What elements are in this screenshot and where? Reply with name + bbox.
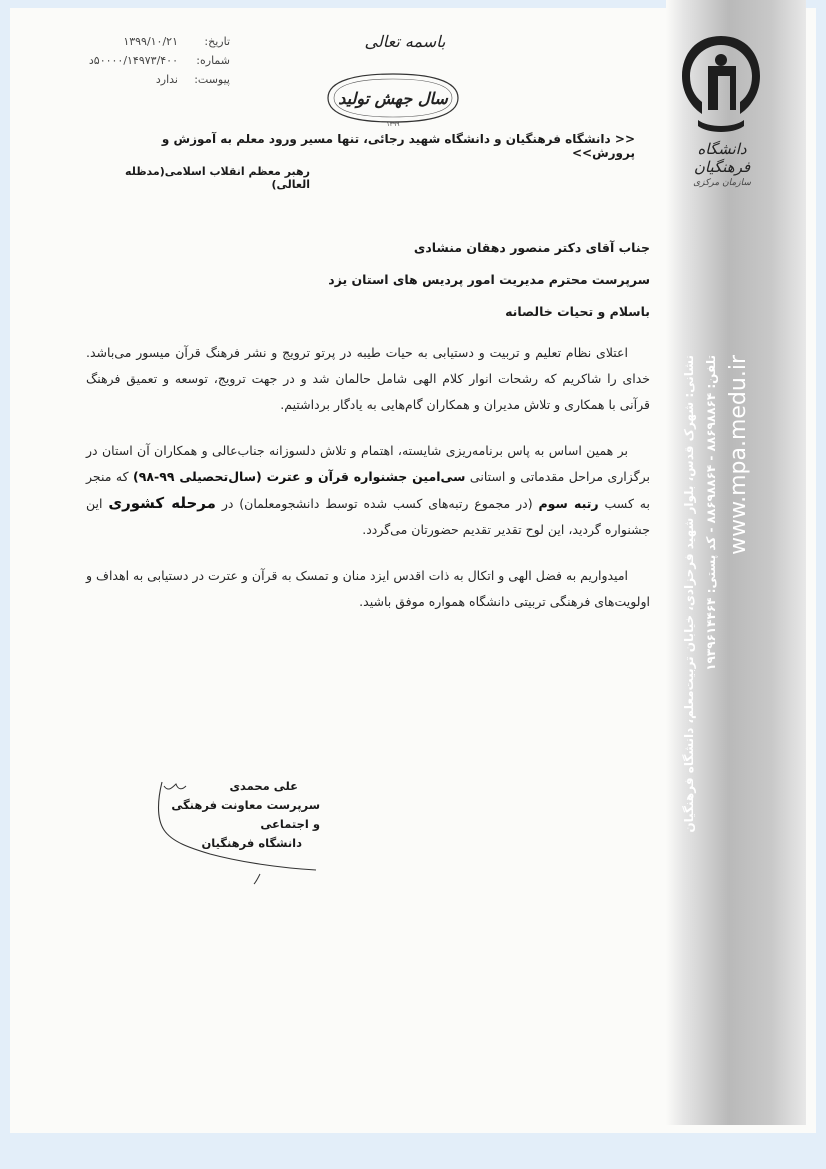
university-logo-icon — [678, 32, 764, 142]
meta-date-row — [30, 32, 230, 51]
letter-meta — [30, 32, 230, 89]
national-stage-text: مرحله کشوری — [108, 494, 216, 512]
p2-part-a: بر همین اساس به پاس برنامه‌ریزی شایسته، اهتمام و تلاش دلسوزانه جناب‌عالی و همکاران آن استان در برگزاری مراحل مقدماتی و استانی — [86, 443, 650, 484]
greeting: باسلام و تحیات خالصانه — [505, 304, 650, 319]
signer-name: علی محمدی — [229, 779, 298, 793]
p2-part-c: که منجر به کسب — [86, 469, 650, 511]
attachment-label: پیوست: — [194, 73, 230, 86]
recipient-block — [150, 232, 650, 328]
signer-title: سرپرست معاونت فرهنگی و اجتماعی — [171, 798, 320, 831]
p2-part-g: این جشنواره گردید، این لوح تقدیر تقدیم حضورتان می‌گردد. — [86, 496, 650, 537]
recipient-title: سرپرست محترم مدیریت امور پردیس های استان یزد — [328, 272, 650, 287]
body-paragraph-3: امیدواریم به فضل الهی و اتکال به ذات اقدس ایزد منان و تمسک به قرآن و عترت در دستیابی به اهداف و اولویت‌های فرهنگی تربیتی دانشگاه همواره موفق باشید. — [85, 568, 650, 609]
festival-name: سی‌امین جشنواره قرآن و عترت (سال‌تحصیلی ۹۹-۹۸) — [133, 469, 466, 484]
number-value: ۵۰۰۰۰/۱۴۹۷۳/۴۰۰د — [88, 54, 178, 67]
slogan-badge-emblem — [318, 68, 468, 128]
attachment-value: ندارد — [155, 73, 178, 86]
slogan-badge-text: سال جهش تولید — [338, 89, 448, 108]
sidebar-contact — [676, 355, 776, 865]
rank-text: رتبه سوم — [538, 496, 599, 511]
recipient-name: جناب آقای دکتر منصور دهقان منشادی — [413, 240, 650, 255]
slogan-badge-year: ۱۳۹۹ — [386, 121, 400, 128]
body-paragraph-2 — [86, 438, 650, 543]
date-label: تاریخ: — [204, 35, 230, 48]
meta-number-row — [30, 51, 230, 70]
meta-attachment-row — [30, 70, 230, 89]
quote-author: رهبر معظم انقلاب اسلامی(مدظله العالی) — [125, 165, 310, 191]
letter-body — [86, 340, 650, 635]
sidebar-phone: تلفن: ۸۸۶۹۸۸۶۴ - ۸۸۶۹۸۸۶۴ - کد پستی: ۱۹۳۹۶۱۴۴۶۴ — [704, 355, 718, 671]
number-label: شماره: — [196, 54, 230, 67]
logo-name: دانشگاه فرهنگیان — [693, 140, 751, 176]
date-value: ۱۳۹۹/۱۰/۲۱ — [123, 35, 178, 48]
leader-quote: << دانشگاه فرهنگیان و دانشگاه شهید رجائی، تنها مسیر ورود معلم به آموزش و پرورش>> — [161, 132, 635, 160]
logo-caption — [672, 140, 772, 188]
logo-subtitle: سازمان مرکزی — [693, 178, 751, 188]
signature-block — [170, 777, 320, 853]
sidebar-website: www.mpa.medu.ir — [726, 355, 751, 555]
body-paragraph-1: اعتلای نظام تعلیم و تربیت و دستیابی به حیات طیبه در پرتو ترویج و نشر فرهنگ قرآن میسور می‌باشد. خدای را شاکریم که رشحات انوار کلام الهی شامل حالمان شد و در جهت ترویج، توسعه و تعمیق فرهنگ قرآنی با همکاری و تلاش مدیران و همکاران گام‌هایی به یادگار برداشتیم. — [86, 345, 650, 412]
bismillah-heading: باسمه تعالی — [364, 32, 446, 51]
p2-part-e: (در مجموع رتبه‌های کسب شده توسط دانشجومعلمان) در — [221, 496, 533, 511]
sidebar-address: نشانی: شهرک قدس، بلوار شهید فرحزادی، خیابان تربیت‌معلم، دانشگاه فرهنگیان — [682, 355, 696, 833]
signer-org: دانشگاه فرهنگیان — [201, 836, 302, 850]
